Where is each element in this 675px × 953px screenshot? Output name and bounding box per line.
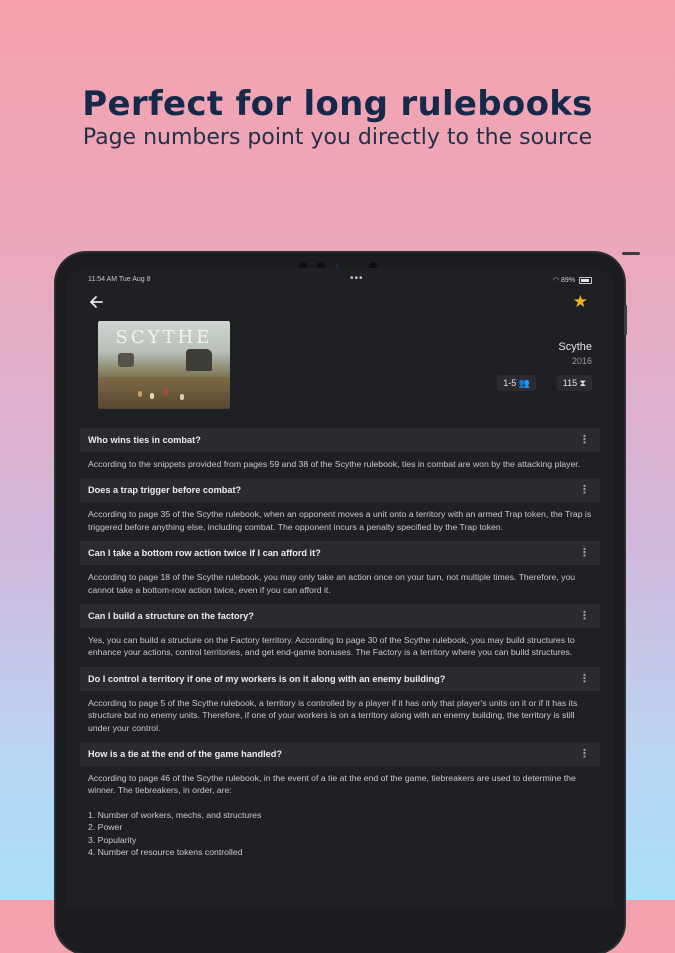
question-header[interactable]	[80, 667, 600, 691]
multitask-dots-icon[interactable]: •••	[350, 273, 364, 284]
game-year: 2016	[571, 356, 592, 366]
back-arrow-icon[interactable]	[88, 294, 104, 310]
promo-subline: Page numbers point you directly to the source	[82, 125, 593, 150]
players-count: 1-5	[503, 378, 517, 388]
qa-item[interactable]	[80, 742, 600, 862]
qa-item[interactable]	[80, 604, 600, 663]
more-options-icon[interactable]: ⋮	[579, 547, 590, 560]
question-header[interactable]	[80, 478, 600, 502]
question-text: Who wins ties in combat?	[88, 435, 201, 445]
players-badge	[497, 375, 536, 391]
hourglass-icon: ⧗	[579, 378, 586, 388]
battery-icon	[579, 277, 592, 284]
game-cover-image	[98, 321, 230, 409]
tablet-top-button	[622, 252, 640, 255]
question-text: Can I take a bottom row action twice if I can afford it?	[88, 548, 321, 559]
more-options-icon[interactable]: ⋮	[579, 434, 590, 446]
more-options-icon[interactable]: ⋮	[579, 610, 590, 623]
question-text: Does a trap trigger before combat?	[88, 485, 242, 496]
question-header[interactable]	[80, 428, 600, 452]
question-text: Do I control a territory if one of my workers is on it along with an enemy building?	[88, 673, 446, 684]
wifi-icon: ◠	[552, 277, 560, 284]
answer-text: According to page 35 of the Scythe rulebook, when an opponent moves a unit onto a territory with an armed Trap token, the Trap is triggered before anything else, including combat. The opponent incurs a penalty specified by the Trap token.	[88, 509, 592, 532]
answer-text: Yes, you can build a structure on the Factory territory. According to page 30 of the Scythe rulebook, you may build structures to enhance your actions, control territories, and get end-game bonuses. The Factory is a territory where you can build structures.	[88, 635, 575, 658]
favorite-star-icon[interactable]: ★	[572, 292, 588, 311]
qa-item[interactable]	[80, 541, 600, 600]
cover-logo: SCYTHE	[115, 327, 213, 348]
answer-text: According to page 5 of the Scythe rulebook, a territory is controlled by a player if it has only that player's units on it or if it has its structure but no enemy units. Therefore, if one of your workers is on a territory along with an enemy building, the territory is still under your control.	[88, 697, 578, 733]
more-options-icon[interactable]: ⋮	[579, 748, 590, 761]
game-title: Scythe	[558, 341, 592, 353]
people-icon: 👥	[518, 378, 530, 388]
playtime-value: 115	[562, 378, 578, 388]
qa-item[interactable]	[80, 428, 600, 474]
qa-item[interactable]	[80, 667, 600, 738]
app-screen	[66, 268, 614, 908]
answer-text: According to page 18 of the Scythe rulebook, you may only take an action once on your turn, not multiple times. Therefore, you cannot take a bottom-row action twice, even if you can afford it.	[88, 572, 576, 595]
qa-item[interactable]	[80, 478, 600, 537]
playtime-badge	[557, 375, 592, 391]
question-text: How is a tie at the end of the game handled?	[88, 749, 282, 760]
battery-percent: 89%	[561, 277, 576, 284]
status-right	[553, 276, 592, 284]
tablet-side-button	[624, 305, 627, 335]
status-bar	[88, 273, 592, 288]
question-header[interactable]	[80, 742, 600, 766]
promo-headline: Perfect for long rulebooks	[82, 84, 593, 124]
more-options-icon[interactable]: ⋮	[579, 672, 590, 685]
qa-list	[80, 428, 600, 867]
question-text: Can I build a structure on the factory?	[88, 611, 254, 622]
answer-text: According to the snippets provided from pages 59 and 38 of the Scythe rulebook, ties in combat are won by the attacking player.	[88, 459, 581, 469]
status-time: 11:54 AM Tue Aug 8	[88, 276, 151, 283]
answer-text: According to page 46 of the Scythe rulebook, in the event of a tie at the end of the game, tiebreakers are used to determine the winner. The tiebreakers, in order, are: 1. Number of workers, mechs, and structures 2. Power 3. Popularity 4. Number of resource tokens controlled	[88, 773, 576, 858]
question-header[interactable]	[80, 604, 600, 628]
question-header[interactable]	[80, 541, 600, 565]
more-options-icon[interactable]: ⋮	[579, 484, 590, 497]
